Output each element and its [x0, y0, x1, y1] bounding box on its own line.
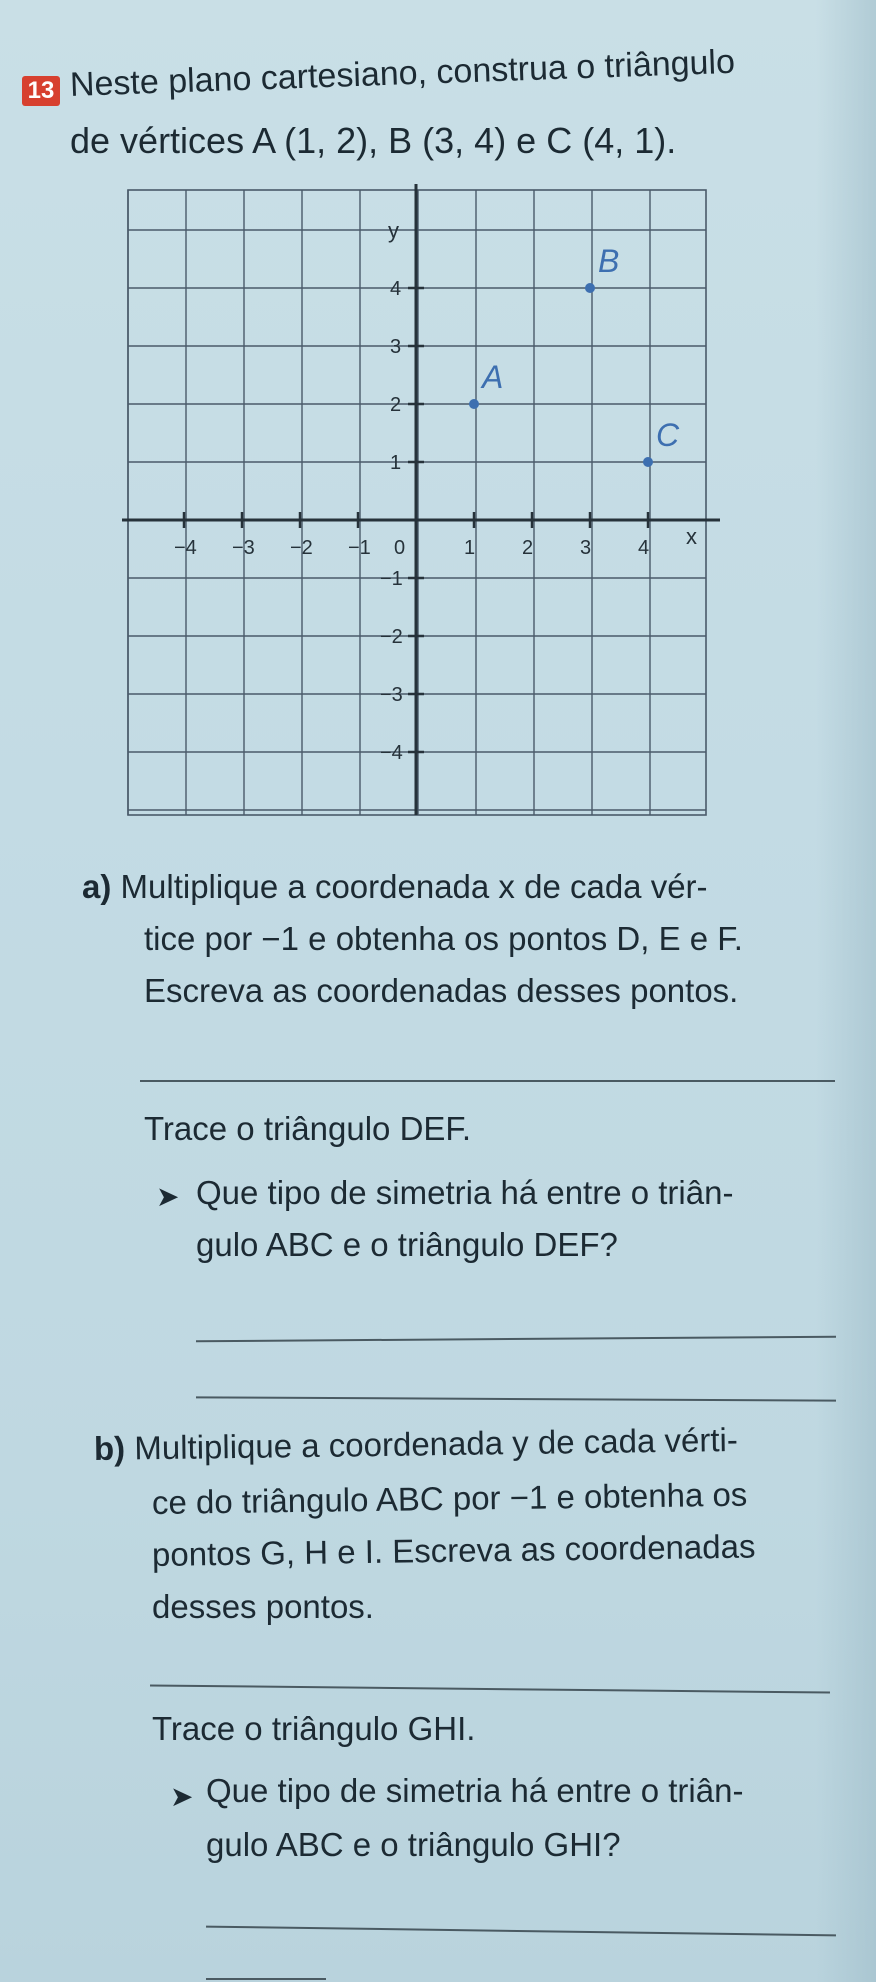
x-tick-label: −2 — [290, 537, 313, 559]
answer-line-a2 — [196, 1336, 836, 1342]
bullet-arrow-icon: ➤ — [156, 1181, 180, 1212]
answer-line-b1 — [150, 1684, 830, 1693]
x-tick-label: −4 — [174, 537, 197, 559]
part-b-label: b) — [93, 1429, 126, 1467]
y-tick-label: 3 — [390, 336, 402, 358]
question-title-line-1: Neste plano cartesiano, construa o triângulo — [69, 42, 736, 104]
x-tick-label: 2 — [522, 537, 534, 559]
part-a-question-1: Que tipo de simetria há entre o triân- — [196, 1174, 734, 1211]
y-axis-label: y — [388, 218, 399, 243]
answer-line-b3 — [206, 1978, 326, 1980]
y-tick-label: 1 — [390, 452, 402, 474]
answer-line-a1 — [140, 1080, 835, 1082]
question-number-badge: 13 — [22, 76, 60, 106]
part-b-question-2: gulo ABC e o triângulo GHI? — [206, 1826, 621, 1863]
part-b-instruction: Trace o triângulo GHI. — [152, 1710, 476, 1747]
point-label-a: A — [482, 359, 504, 395]
y-tick-label: 4 — [390, 278, 402, 300]
part-b-line-2: ce do triângulo ABC por −1 e obtenha os — [151, 1475, 748, 1521]
part-a-line-3: Escreva as coordenadas desses pontos. — [144, 972, 739, 1009]
part-b-line-1 — [94, 1421, 738, 1468]
part-a-line-1 — [82, 868, 708, 906]
x-tick-label: 1 — [464, 537, 476, 559]
y-tick-label: −1 — [380, 568, 403, 590]
x-tick-label: 3 — [580, 537, 592, 559]
bullet-arrow-icon-b: ➤ — [170, 1781, 194, 1812]
answer-line-b2 — [206, 1926, 836, 1937]
point-b — [585, 283, 595, 293]
part-b-line-4: desses pontos. — [152, 1588, 374, 1625]
question-title-line-2: de vértices A (1, 2), B (3, 4) e C (4, 1). — [70, 120, 677, 161]
tick-labels — [174, 218, 697, 764]
answer-line-a3 — [196, 1396, 836, 1401]
point-c — [643, 457, 653, 467]
x-tick-label: 4 — [638, 537, 650, 559]
y-tick-label: 2 — [390, 394, 402, 416]
x-tick-label: −1 — [348, 537, 371, 559]
part-a-text-1: Multiplique a coordenada x de cada vér- — [120, 868, 708, 905]
origin-label: 0 — [394, 537, 406, 559]
part-a-question-2: gulo ABC e o triângulo DEF? — [196, 1226, 618, 1263]
y-tick-label: −3 — [380, 684, 403, 706]
part-b-line-3: pontos G, H e I. Escreva as coordenadas — [151, 1527, 756, 1573]
part-b-question-1: Que tipo de simetria há entre o triân- — [206, 1772, 744, 1809]
part-a-line-2: tice por −1 e obtenha os pontos D, E e F. — [144, 920, 743, 957]
y-tick-label: −2 — [380, 626, 403, 648]
point-label-c: C — [656, 417, 680, 453]
part-a-label: a) — [82, 868, 112, 905]
x-tick-label: −3 — [232, 537, 255, 559]
point-label-b: B — [598, 243, 620, 279]
point-a — [469, 399, 479, 409]
cartesian-plane — [0, 0, 876, 830]
part-a-instruction: Trace o triângulo DEF. — [144, 1110, 472, 1147]
part-b-text-1: Multiplique a coordenada y de cada vérti- — [134, 1421, 739, 1467]
axes — [122, 184, 720, 815]
plotted-points — [469, 243, 680, 467]
y-tick-label: −4 — [380, 742, 403, 764]
x-axis-label: x — [686, 524, 697, 549]
